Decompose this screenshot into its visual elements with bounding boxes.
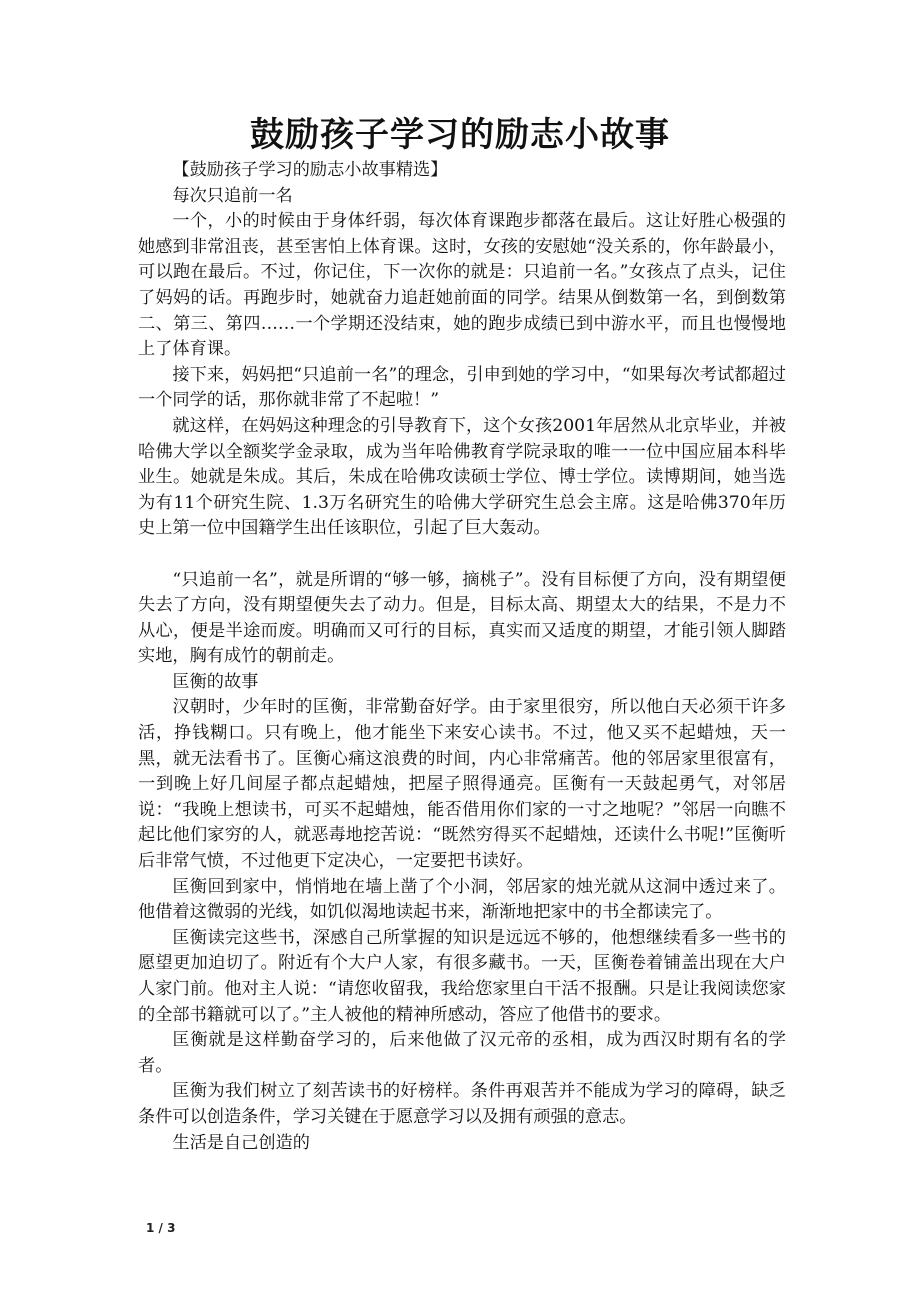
- paragraph: “只追前一名”，就是所谓的“够一够，摘桃子”。没有目标便了方向，没有期望便失去了方向，没有期望便失去了动力。但是，目标太高、期望太大的结果，不是力不从心，便是半途而废。明确而又可行的目标，真实而又适度的期望，才能引领人脚踏实地，胸有成竹的朝前走。: [138, 569, 786, 667]
- paragraph: 就这样，在妈妈这种理念的引导教育下，这个女孩2001年居然从北京毕业，并被哈佛大学以全额奖学金录取，成为当年哈佛教育学院录取的唯一一位中国应届本科毕业生。她就是朱成。其后，朱成在哈佛攻读硕士学位、博士学位。读博期间，她当选为有11个研究生院、1.3万名研究生的哈佛大学研究生总会主席。这是哈佛370年历史上第一位中国籍学生出任该职位，引起了巨大轰动。: [138, 415, 786, 539]
- paragraph: 接下来，妈妈把“只追前一名”的理念，引申到她的学习中，“如果每次考试都超过一个同学的话，那你就非常了不起啦！”: [138, 364, 786, 411]
- blank-line: [138, 542, 786, 568]
- section-heading-life: 生活是自己创造的: [172, 1132, 310, 1153]
- paragraph-intro-heading: 【鼓励孩子学习的励志小故事精选】: [172, 160, 448, 180]
- section-heading-catch-next: 每次只追前一名: [172, 185, 293, 206]
- paragraph: 匡衡回到家中，悄悄地在墙上凿了个小洞，邻居家的烛光就从这洞中透过来了。他借着这微弱的光线，如饥似渴地读起书来，渐渐地把家中的书全都读完了。: [138, 876, 786, 923]
- paragraph: 匡衡为我们树立了刻苦读书的好榜样。条件再艰苦并不能成为学习的障碍，缺乏条件可以创造条件，学习关键在于愿意学习以及拥有顽强的意志。: [138, 1081, 786, 1127]
- paragraph: 匡衡读完这些书，深感自己所掌握的知识是远远不够的，他想继续看多一些书的愿望更加迫切了。附近有个大户人家，有很多藏书。一天，匡衡卷着铺盖出现在大户人家门前。他对主人说：“请您收留我，我给您家里白干活不报酬。只是让我阅读您家的全部书籍就可以了。”主人被他的精神所感动，答应了他借书的要求。: [138, 927, 786, 1025]
- paragraph: 匡衡就是这样勤奋学习的，后来他做了汉元帝的丞相，成为西汉时期有名的学者。: [138, 1030, 786, 1076]
- page-indicator: 1 / 3: [146, 1221, 176, 1235]
- document-title: 鼓励孩子学习的励志小故事: [250, 115, 670, 155]
- document-body: [138, 158, 786, 1156]
- paragraph: 汉朝时，少年时的匡衡，非常勤奋好学。由于家里很穷，所以他白天必须干许多活，挣钱糊口。只有晚上，他才能坐下来安心读书。不过，他又买不起蜡烛，天一黑，就无法看书了。匡衡心痛这浪费的时间，内心非常痛苦。他的邻居家里很富有，一到晚上好几间屋子都点起蜡烛，把屋子照得通亮。匡衡有一天鼓起勇气，对邻居说：“我晚上想读书，可买不起蜡烛，能否借用你们家的一寸之地呢？”邻居一向瞧不起比他们家穷的人，就恶毒地挖苦说：“既然穷得买不起蜡烛，还读什么书呢!”匡衡听后非常气愤，不过他更下定决心，一定要把书读好。: [138, 697, 786, 872]
- section-heading-kuang-heng: 匡衡的故事: [172, 671, 259, 692]
- paragraph: 一个，小的时候由于身体纤弱，每次体育课跑步都落在最后。这让好胜心极强的她感到非常沮丧，甚至害怕上体育课。这时，女孩的安慰她“没关系的，你年龄最小，可以跑在最后。不过，你记住，下一次你的就是：只追前一名。”女孩点了点头，记住了妈妈的话。再跑步时，她就奋力追赶她前面的同学。结果从倒数第一名，到倒数第二、第三、第四……一个学期还没结束，她的跑步成绩已到中游水平，而且也慢慢地上了体育课。: [138, 211, 786, 360]
